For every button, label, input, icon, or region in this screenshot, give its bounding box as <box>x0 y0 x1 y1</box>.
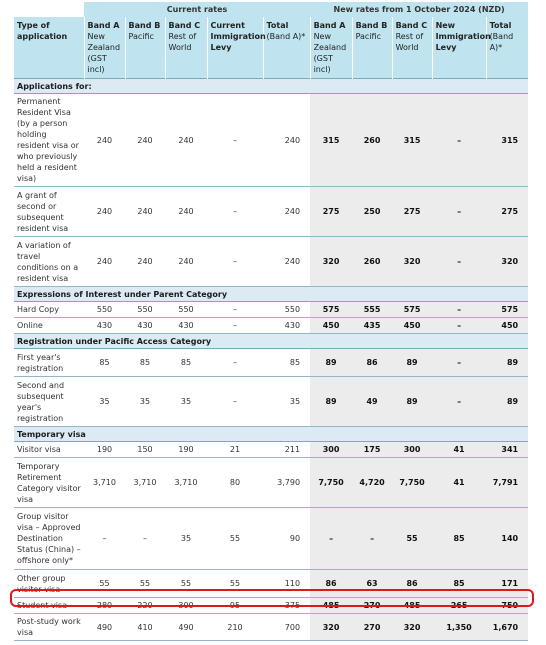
column-header-detail: New Zealand (GST incl) <box>313 32 347 74</box>
current-rate-cell: 55 <box>125 570 165 598</box>
table-row <box>14 187 528 237</box>
current-rate-cell: 55 <box>84 570 125 598</box>
visa-fees-table <box>14 2 528 641</box>
new-rate-cell: 315 <box>310 94 352 187</box>
column-header-bold: Band B <box>128 21 161 30</box>
current-rate-cell: 240 <box>84 237 125 287</box>
new-rate-cell: 260 <box>352 237 392 287</box>
current-rate-cell: 410 <box>125 614 165 641</box>
current-rate-cell: 90 <box>263 508 310 570</box>
current-rate-cell: 240 <box>125 187 165 237</box>
current-rate-cell: 550 <box>263 302 310 318</box>
current-rate-cell: 85 <box>125 349 165 377</box>
new-rate-cell: – <box>432 94 486 187</box>
column-header <box>14 17 84 79</box>
section-header-row <box>14 427 528 442</box>
new-rate-cell: – <box>310 508 352 570</box>
table-row <box>14 94 528 187</box>
current-rate-cell: – <box>207 318 263 334</box>
row-label: First year's registration <box>14 349 84 377</box>
new-rate-cell: 89 <box>392 377 432 427</box>
section-header-row <box>14 334 528 349</box>
student-visa-highlight <box>10 589 534 607</box>
current-rate-cell: 35 <box>165 508 207 570</box>
current-rate-cell: 3,790 <box>263 458 310 508</box>
row-label: Temporary Retirement Category visitor visa <box>14 458 84 508</box>
row-label: A grant of second or subsequent resident visa <box>14 187 84 237</box>
new-rate-cell: 315 <box>486 94 528 187</box>
current-rate-cell: 95 <box>207 598 263 614</box>
new-rate-cell: 275 <box>486 187 528 237</box>
new-rate-cell: 260 <box>352 94 392 187</box>
new-rate-cell: 86 <box>352 349 392 377</box>
current-rate-cell: 490 <box>84 614 125 641</box>
column-header <box>392 17 432 79</box>
current-rate-cell: 55 <box>207 508 263 570</box>
new-rate-cell: 450 <box>310 318 352 334</box>
new-rate-cell: 575 <box>392 302 432 318</box>
current-rate-cell: 240 <box>263 237 310 287</box>
group-header-row <box>14 2 528 17</box>
new-rate-cell: 89 <box>392 349 432 377</box>
current-rate-cell: 110 <box>263 570 310 598</box>
column-header-detail: Pacific <box>355 32 381 41</box>
section-header-row <box>14 287 528 302</box>
current-rate-cell: 240 <box>84 187 125 237</box>
section-title: Registration under Pacific Access Category <box>14 334 528 349</box>
current-rate-cell: 85 <box>84 349 125 377</box>
new-rates-header: New rates from 1 October 2024 (NZD) <box>310 2 528 17</box>
new-rate-cell: 55 <box>392 508 432 570</box>
new-rate-cell: – <box>352 508 392 570</box>
new-rate-cell: 41 <box>432 442 486 458</box>
column-header-bold: Band A <box>87 21 120 30</box>
current-rate-cell: 375 <box>263 598 310 614</box>
new-rate-cell: 63 <box>352 570 392 598</box>
new-rate-cell: 85 <box>432 570 486 598</box>
current-rate-cell: 150 <box>125 442 165 458</box>
column-header-bold: Band B <box>355 21 388 30</box>
row-label: Online <box>14 318 84 334</box>
row-label: Visitor visa <box>14 442 84 458</box>
new-rate-cell: 270 <box>352 614 392 641</box>
new-rate-cell: 320 <box>392 614 432 641</box>
table-row <box>14 318 528 334</box>
new-rate-cell: 315 <box>392 94 432 187</box>
current-rate-cell: 85 <box>263 349 310 377</box>
table-row <box>14 302 528 318</box>
column-header <box>165 17 207 79</box>
new-rate-cell: 341 <box>486 442 528 458</box>
current-rate-cell: 700 <box>263 614 310 641</box>
row-label: Second and subsequent year's registration <box>14 377 84 427</box>
new-rate-cell: – <box>432 377 486 427</box>
column-header-bold: Band A <box>313 21 346 30</box>
new-rate-cell: 450 <box>392 318 432 334</box>
new-rate-cell: – <box>432 318 486 334</box>
current-rate-cell: 85 <box>165 349 207 377</box>
new-rate-cell: 750 <box>486 598 528 614</box>
column-header-bold: New Immigration Levy <box>435 21 491 52</box>
current-rate-cell: 550 <box>125 302 165 318</box>
new-rate-cell: 270 <box>352 598 392 614</box>
new-rate-cell: 175 <box>352 442 392 458</box>
table-row <box>14 442 528 458</box>
column-header <box>263 17 310 79</box>
current-rate-cell: 55 <box>165 570 207 598</box>
new-rate-cell: 575 <box>310 302 352 318</box>
new-rate-cell: 320 <box>310 614 352 641</box>
new-rate-cell: 250 <box>352 187 392 237</box>
current-rate-cell: 240 <box>165 94 207 187</box>
column-header-detail: Pacific <box>128 32 154 41</box>
section-title: Expressions of Interest under Parent Category <box>14 287 528 302</box>
current-rate-cell: 21 <box>207 442 263 458</box>
current-rate-cell: – <box>125 508 165 570</box>
current-rate-cell: 300 <box>165 598 207 614</box>
row-label: A variation of travel conditions on a resident visa <box>14 237 84 287</box>
section-header-row <box>14 79 528 94</box>
column-header-bold: Current Immigration Levy <box>210 21 266 52</box>
current-rate-cell: 240 <box>263 94 310 187</box>
current-rate-cell: – <box>207 187 263 237</box>
new-rate-cell: 86 <box>392 570 432 598</box>
column-header-bold: Band C <box>168 21 201 30</box>
new-rate-cell: 85 <box>432 508 486 570</box>
column-header-detail: New Zealand (GST incl) <box>87 32 121 74</box>
column-header-bold: Type of application <box>17 21 68 41</box>
new-rate-cell: 1,670 <box>486 614 528 641</box>
current-rate-cell: 240 <box>165 187 207 237</box>
table-row <box>14 237 528 287</box>
new-rate-cell: 140 <box>486 508 528 570</box>
new-rate-cell: 171 <box>486 570 528 598</box>
new-rate-cell: 320 <box>392 237 432 287</box>
column-header-bold: Band C <box>395 21 428 30</box>
current-rate-cell: 190 <box>165 442 207 458</box>
current-rate-cell: 3,710 <box>84 458 125 508</box>
current-rate-cell: 35 <box>125 377 165 427</box>
column-header <box>486 17 528 79</box>
current-rate-cell: 240 <box>84 94 125 187</box>
current-rate-cell: 550 <box>165 302 207 318</box>
current-rate-cell: 3,710 <box>125 458 165 508</box>
current-rate-cell: 430 <box>165 318 207 334</box>
column-header <box>432 17 491 79</box>
current-rate-cell: 35 <box>84 377 125 427</box>
new-rate-cell: 1,350 <box>432 614 486 641</box>
current-rate-cell: 430 <box>263 318 310 334</box>
new-rate-cell: 41 <box>432 458 486 508</box>
current-rate-cell: 35 <box>165 377 207 427</box>
row-label: Other group visitor visa <box>14 570 84 598</box>
current-rate-cell: 490 <box>165 614 207 641</box>
current-rate-cell: 550 <box>84 302 125 318</box>
table-row <box>14 614 528 641</box>
row-label: Permanent Resident Visa (by a person holding resident visa or who previously held a resident visa) <box>14 94 84 187</box>
current-rate-cell: 240 <box>263 187 310 237</box>
table-row <box>14 458 528 508</box>
new-rate-cell: – <box>432 302 486 318</box>
new-rate-cell: 89 <box>486 377 528 427</box>
table-row <box>14 377 528 427</box>
new-rate-cell: 450 <box>486 318 528 334</box>
section-title: Temporary visa <box>14 427 528 442</box>
current-rate-cell: 190 <box>84 442 125 458</box>
table-row <box>14 508 528 570</box>
current-rate-cell: 430 <box>125 318 165 334</box>
row-label: Post-study work visa <box>14 614 84 641</box>
section-title: Applications for: <box>14 79 528 94</box>
current-rate-cell: 80 <box>207 458 263 508</box>
new-rate-cell: 485 <box>310 598 352 614</box>
new-rate-cell: 555 <box>352 302 392 318</box>
new-rate-cell: 575 <box>486 302 528 318</box>
column-header-row <box>14 17 528 79</box>
new-rate-cell: 86 <box>310 570 352 598</box>
current-rate-cell: 35 <box>263 377 310 427</box>
row-label: Hard Copy <box>14 302 84 318</box>
new-rate-cell: 7,750 <box>310 458 352 508</box>
new-rate-cell: 300 <box>310 442 352 458</box>
column-header <box>352 17 392 79</box>
column-header-bold: Total <box>266 21 289 30</box>
new-rate-cell: 89 <box>486 349 528 377</box>
current-rates-header: Current rates <box>84 2 310 17</box>
column-header <box>207 17 266 79</box>
current-rate-cell: 210 <box>207 614 263 641</box>
current-rate-cell: – <box>207 349 263 377</box>
current-rate-cell: 280 <box>84 598 125 614</box>
row-label: Group visitor visa – Approved Destination Status (China) – offshore only* <box>14 508 84 570</box>
current-rate-cell: – <box>84 508 125 570</box>
new-rate-cell: 4,720 <box>352 458 392 508</box>
current-rate-cell: – <box>207 94 263 187</box>
column-header-detail: (Band A)* <box>489 32 514 52</box>
current-rate-cell: 240 <box>125 237 165 287</box>
current-rate-cell: 55 <box>207 570 263 598</box>
new-rate-cell: 435 <box>352 318 392 334</box>
column-header <box>84 17 125 79</box>
current-rate-cell: 220 <box>125 598 165 614</box>
new-rate-cell: 320 <box>310 237 352 287</box>
current-rate-cell: – <box>207 237 263 287</box>
current-rate-cell: 3,710 <box>165 458 207 508</box>
current-rate-cell: – <box>207 302 263 318</box>
new-rate-cell: 300 <box>392 442 432 458</box>
current-rate-cell: 240 <box>125 94 165 187</box>
column-header-detail: (Band A)* <box>266 32 306 41</box>
table-row <box>14 349 528 377</box>
column-header-detail: Rest of World <box>168 32 197 52</box>
new-rate-cell: 49 <box>352 377 392 427</box>
new-rate-cell: – <box>432 187 486 237</box>
new-rate-cell: 265 <box>432 598 486 614</box>
new-rate-cell: 89 <box>310 377 352 427</box>
column-header <box>310 17 352 79</box>
new-rate-cell: 275 <box>310 187 352 237</box>
new-rate-cell: 275 <box>392 187 432 237</box>
table-body <box>14 79 528 641</box>
column-header-bold: Total <box>489 21 512 30</box>
new-rate-cell: 7,791 <box>486 458 528 508</box>
current-rate-cell: – <box>207 377 263 427</box>
new-rate-cell: 320 <box>486 237 528 287</box>
row-label: Student visa <box>14 598 84 614</box>
new-rate-cell: – <box>432 349 486 377</box>
current-rate-cell: 211 <box>263 442 310 458</box>
new-rate-cell: 89 <box>310 349 352 377</box>
column-header-detail: Rest of World <box>395 32 424 52</box>
new-rate-cell: 7,750 <box>392 458 432 508</box>
new-rate-cell: 485 <box>392 598 432 614</box>
new-rate-cell: – <box>432 237 486 287</box>
column-header <box>125 17 165 79</box>
current-rate-cell: 430 <box>84 318 125 334</box>
current-rate-cell: 240 <box>165 237 207 287</box>
